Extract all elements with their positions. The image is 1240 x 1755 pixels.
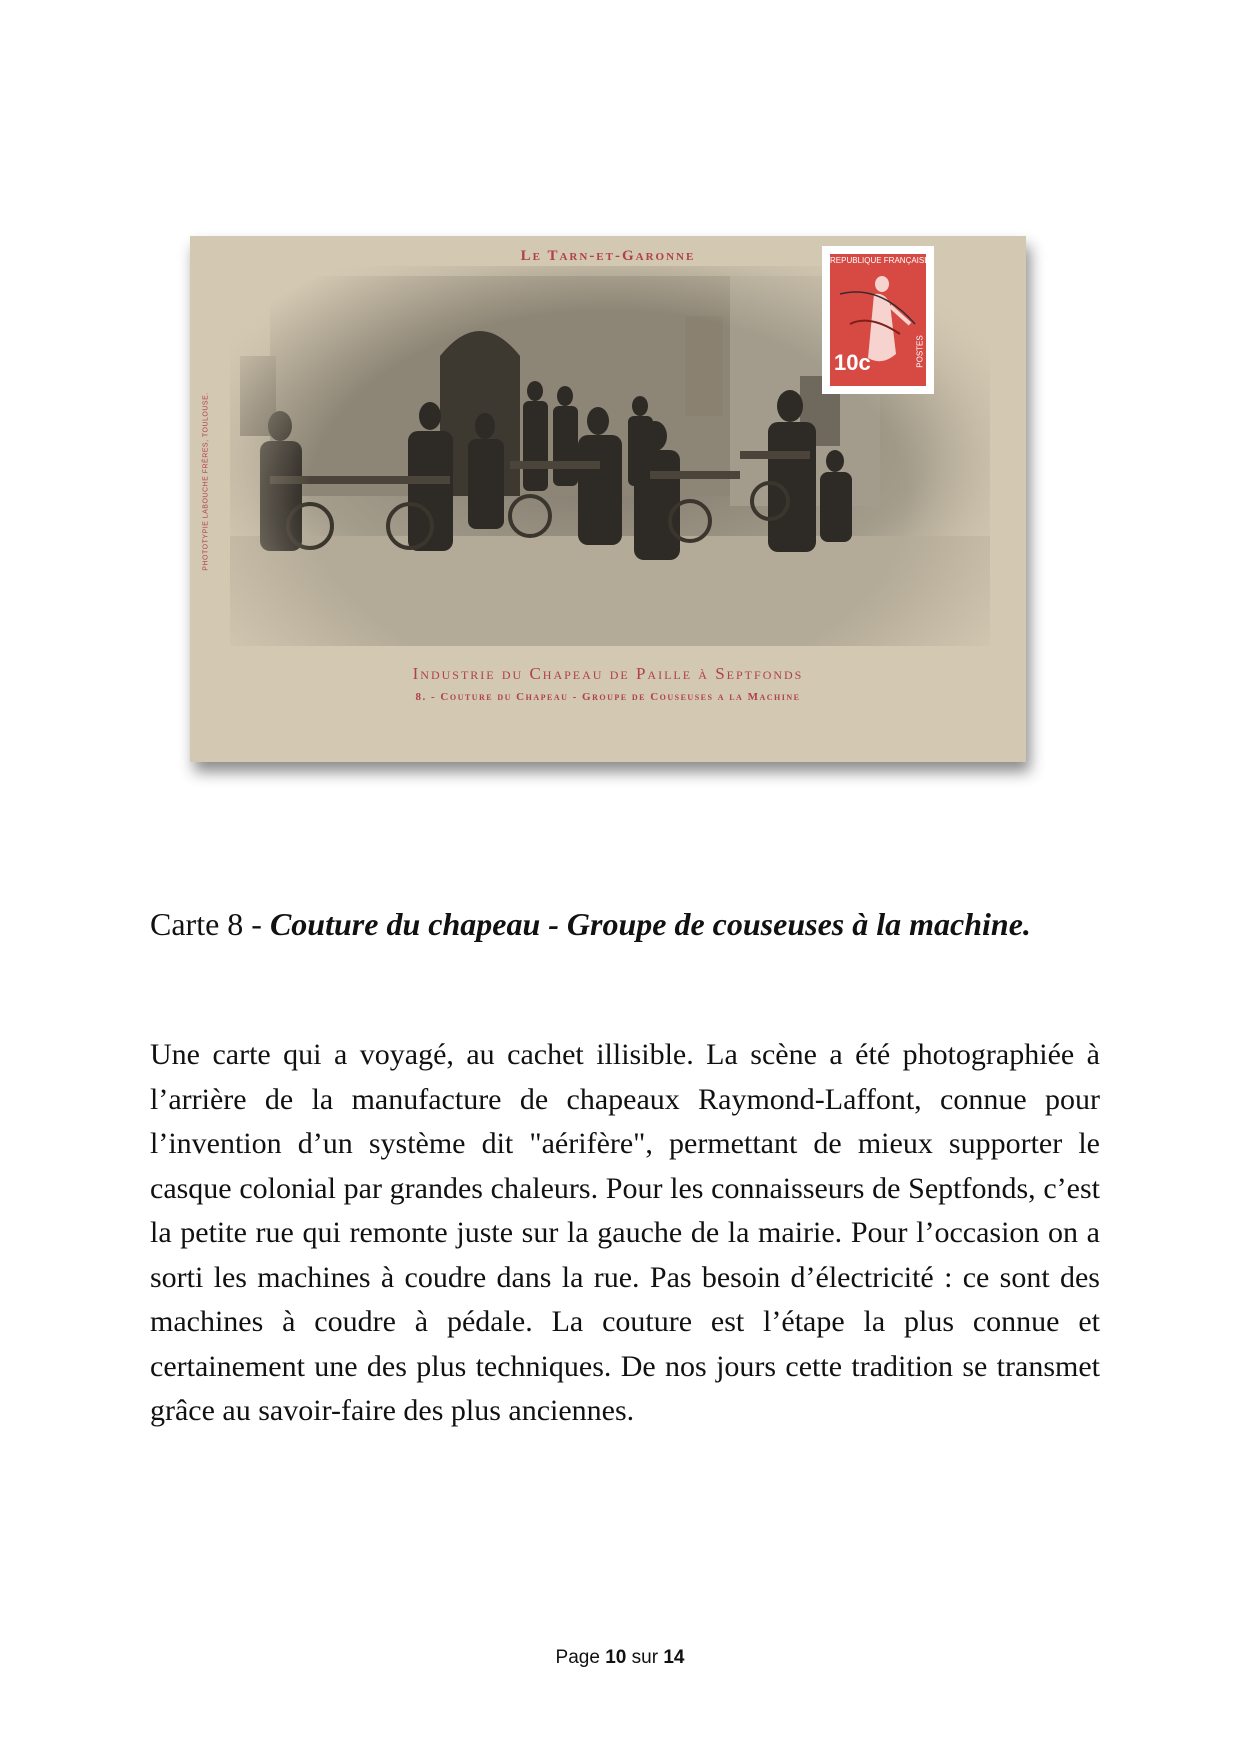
stamp-country: REPUBLIQUE FRANÇAISE <box>830 256 930 265</box>
postcard-image <box>190 236 1026 762</box>
body-paragraph: Une carte qui a voyagé, au cachet illisible. La scène a été photographiée à l’arrière de la manufacture de chapeaux Raymond-Laffont, connue pour l’invention d’un système dit "aérifère", permettant de mieux supporter le casque colonial par grandes chaleurs. Pour les connaisseurs de Septfonds, c’est la petite rue qui remonte juste sur la gauche de la mairie. Pour l’occasion on a sorti les machines à coudre dans la rue. Pas besoin d’électricité : ce sont des machines à coudre à pédale. La couture est l’étape la plus connue et certainement une des plus techniques. De nos jours cette tradition se transmet grâce au savoir-faire des plus anciennes. <box>150 1038 1100 1427</box>
postcard-caption-line1: Industrie du Chapeau de Paille à Septfonds <box>412 664 804 683</box>
page-number: 10 <box>605 1647 627 1668</box>
page-label: Page <box>555 1647 600 1668</box>
postcard-printer-credit: PHOTOTYPIE LABOUCHE FRÈRES, TOULOUSE. <box>202 392 210 571</box>
figure-caption <box>150 906 1031 943</box>
postcard-header: Le Tarn-et-Garonne <box>520 248 696 264</box>
stamp-label: POSTES <box>915 335 925 368</box>
of-label: sur <box>631 1647 659 1668</box>
postcard-caption-line2: 8. - Couture du Chapeau - Groupe de Couseuses a la Machine <box>415 691 801 703</box>
total-pages: 14 <box>663 1647 685 1668</box>
stamp-value: 10c <box>834 350 871 375</box>
page-footer <box>0 1647 1240 1669</box>
caption-title: Couture du chapeau - Groupe de couseuses à la machine. <box>269 906 1031 942</box>
postage-stamp <box>822 246 934 394</box>
caption-prefix: Carte 8 - <box>150 906 270 942</box>
